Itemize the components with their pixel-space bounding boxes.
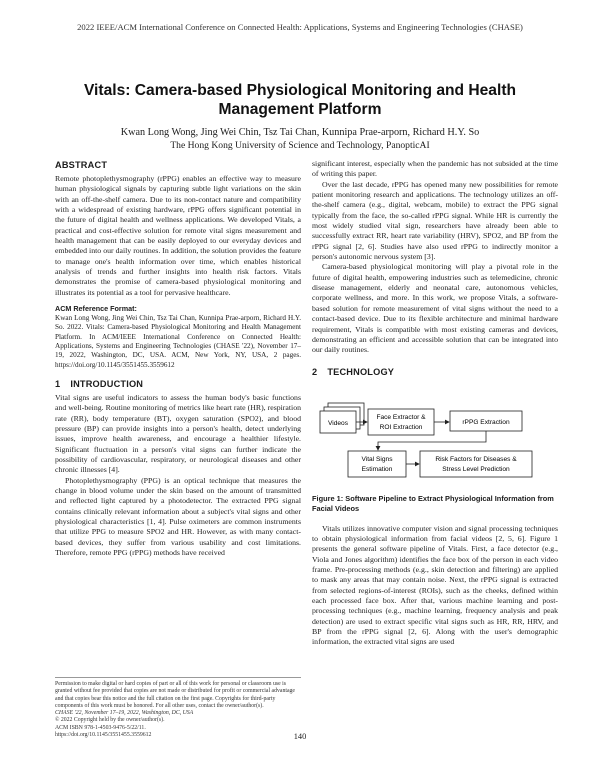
paper-title: Vitals: Camera-based Physiological Monitoring and Health Management Platform (83, 82, 517, 118)
conference-note: CHASE '22, November 17–19, 2022, Washington, DC, USA (55, 710, 194, 717)
videos-label: Videos (327, 419, 349, 427)
section-1-number: 1 (55, 378, 61, 389)
conference-header: 2022 IEEE/ACM International Conference on Connected Health: Applications, Systems and Engineering Technologies (CHASE) (77, 22, 523, 32)
pipeline-diagram (312, 384, 558, 492)
section-1-heading (55, 378, 301, 390)
technology-paragraph-1: Vitals utilizes innovative computer vision and signal processing techniques to obtain physiological information from facial videos [2, 5, 6]. Figure 1 presents the general software pipeline of Vitals. First, a face detector (e.g., Viola and Jones algorithm) identifies the face box of the person in each video frame. Pre-processing methods (e.g., skin detection and filtering) are applied to mask any areas that may contain noise. Next, the rPPG signal is extracted from selected regions-of-interest (ROIs), such as the cheeks, defined within each processed face box. After that, various machine learning and post-processing techniques (e.g., machine learning, frequency analysis and peak detection) are used to extract specific vital signs such as HR, RR, HRV, and BP from the rPPG signal [2, 6]. Along with the user's demographic information, the extracted vital signs are used (312, 523, 558, 647)
permission-notice: Permission to make digital or hard copies of part or all of this work for personal or classroom use is granted without fee provided that copies are not made or distributed for profit or commercial advantage and that copies bear this notice and the full citation on the first page. Copyrights for third-party components of this work must be honored. For all other uses, contact the owner/author(s). (55, 681, 296, 709)
figure-1 (312, 384, 558, 492)
section-1-title: INTRODUCTION (70, 378, 144, 389)
risk-factors-box (420, 451, 532, 477)
risk-factors-label: Risk Factors for Diseases & (435, 455, 517, 463)
face-extractor-label: Face Extractor & (376, 413, 426, 421)
intro-paragraph-1: Vital signs are useful indicators to assess the human body's basic functions and well-being. Routine monitoring of metrics like heart rate (HR), respiration rate (RR), body temperature (BT), oxygen saturation (SPO2), and blood pressure (BP) can provide insights into a person's health, detect underlying issues, improve health awareness, and encourage a healthier lifestyle. Significant fluctuation in a person's vital signs can further indicate the possibility of cardiovascular, respiratory, or neurological diseases and other chronic illnesses [4]. (55, 392, 301, 475)
abstract-heading: ABSTRACT (55, 160, 108, 170)
page-number: 140 (293, 732, 307, 741)
section-2-heading (312, 366, 558, 378)
acm-reference-text: Kwan Long Wong, Jing Wei Chin, Tsz Tai Chan, Kunnipa Prae-arporn, Richard H.Y. So. 2022. Vitals: Camera-based Physiological Monitoring and Health Management Platform. In ACM/IEEE International Conference on Connected Health: Applications, Systems and Engineering Technologies (CHASE '22), November 17–19, 2022, Washington, DC, USA. ACM, New York, NY, USA, 2 pages. https://doi.org/10.1145/3551455.3559612 (55, 314, 301, 369)
roi-extraction-label: ROI Extraction (379, 423, 423, 431)
intro-continued-3: Camera-based physiological monitoring will play a pivotal role in the future of digital health, empowering industries such as telemedicine, chronic disease management, elderly and neonatal care, autonomous vehicles, corporate wellness, and more. In this work, we propose Vitals, a software-based solution for remote measurement of vital signs without the need to a contact-based device. Due to its flexible architecture and minimal hardware requirement, Vitals is compatible with most existing cameras and devices, demonstrating an efficient and accessible solution that can be integrated into our daily routines. (312, 262, 558, 355)
copyright-line: © 2022 Copyright held by the owner/author(s). (55, 717, 165, 724)
figure-1-caption: Figure 1: Software Pipeline to Extract Physiological Information from Facial Videos (312, 493, 554, 513)
acm-reference-heading: ACM Reference Format: (55, 304, 137, 314)
copyright-footnote (55, 677, 301, 739)
section-2-title: TECHNOLOGY (327, 366, 395, 377)
isbn-line: ACM ISBN 978-1-4503-9476-5/22/11. (55, 724, 146, 731)
abstract-text: Remote photoplethysmography (rPPG) enables an effective way to measure human physiological signals by capturing subtle light variations on the skin with an off-the-shelf camera. Due to its non-contact nature and compatibility with a widespread of existing hardware, rPPG offers significant potential in the future of digital health and wellness applications. We developed Vitals, a practical and cost-effective solution for remote vital signs measurement and health management that can be easily deployed to our everyday devices and embedded into our daily routines. In addition, the solution provides the feature to manage one's health information over time, which enables historical analysis of trends and further insights into health risk factors. Vitals demonstrates the promise of camera-based physiological monitoring and illustrates its potential as a tool for pervasive healthcare. (55, 174, 301, 297)
affiliation: The Hong Kong University of Science and Technology, PanopticAI (170, 140, 430, 151)
face-extractor-box (368, 409, 434, 435)
doi-link[interactable]: https://doi.org/10.1145/3551455.3559612 (55, 732, 152, 739)
left-column (55, 159, 301, 558)
vital-signs-label: Vital Signs (361, 455, 393, 463)
intro-paragraph-2: Photoplethysmography (PPG) is an optical technique that measures the change in blood volume under the skin based on the amount of transmitted and reflected light captured by a photodetector. The extracted PPG signal contains clinically relevant information about a subject's vital signs and other physiological characteristics [1, 4]. Pulse oximeters are common instruments that utilize PPG to measure SPO2 and HR. However, as with many contact-based devices, they suffer from various usability and cost limitations. Therefore, remote PPG (rPPG) methods have received (55, 475, 301, 558)
author-list: Kwan Long Wong, Jing Wei Chin, Tsz Tai Chan, Kunnipa Prae-arporn, Richard H.Y. So (120, 127, 480, 138)
stress-level-label: Stress Level Prediction (442, 465, 510, 473)
intro-continued-1: significant interest, especially when the pandemic has not subsided at the time of writing this paper. (312, 159, 558, 179)
section-2-number: 2 (312, 366, 318, 377)
rppg-label: rPPG Extraction (462, 418, 510, 426)
vital-signs-box (348, 451, 406, 477)
estimation-label: Estimation (361, 465, 393, 473)
right-column (312, 159, 558, 648)
intro-continued-2: Over the last decade, rPPG has opened many new possibilities for remote patient monitoring research and applications. The technology utilizes an off-the-shelf camera (e.g., digital, webcam, mobile) to extract the PPG signal typically from the face, the so-called rPPG signal. While HR is currently the most widely studied vital sign, researchers have already been able to successfully extract RR, heart rate variability (HRV), SPO2, and BP from the rPPG signal [2, 6]. Studies have also used rPPG to indirectly monitor a person's autonomic nervous system [3]. (312, 179, 558, 262)
